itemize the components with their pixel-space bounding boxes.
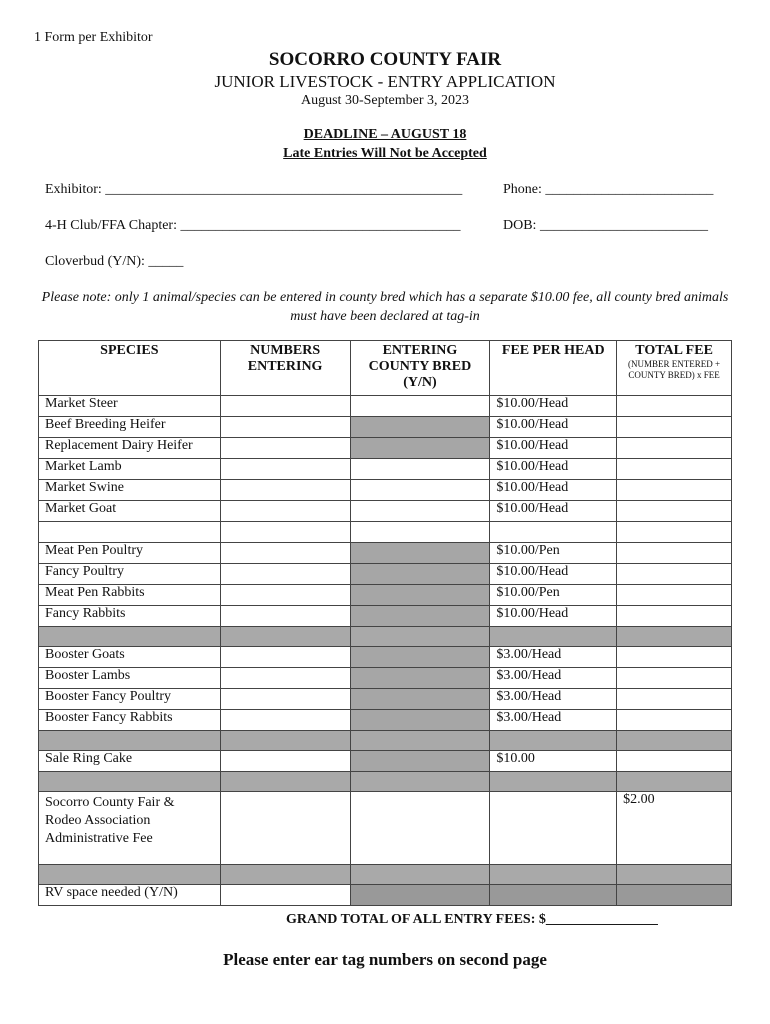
county-bred-shaded: [350, 647, 490, 668]
county-bred-note: Please note: only 1 animal/species can be entered in county bred which has a separate $10.00 fee, all county bred animals must have been declared at tag-in: [41, 290, 729, 324]
club-label: 4-H Club/FFA Chapter:: [45, 218, 177, 233]
numbers-input[interactable]: [220, 459, 350, 480]
total-input[interactable]: [617, 668, 732, 689]
species-cell: Market Swine: [39, 480, 221, 501]
fee-cell: $10.00/Head: [490, 459, 617, 480]
fee-per-head-header: FEE PER HEAD: [490, 341, 617, 396]
fair-dates: August 30-September 3, 2023: [301, 93, 469, 108]
page-subtitle: JUNIOR LIVESTOCK - ENTRY APPLICATION: [214, 72, 556, 91]
fee-cell: [490, 792, 617, 865]
table-row: [39, 417, 732, 438]
numbers-input[interactable]: [220, 647, 350, 668]
species-cell: Fancy Poultry: [39, 564, 221, 585]
numbers-input[interactable]: [220, 438, 350, 459]
fee-cell: $3.00/Head: [490, 647, 617, 668]
fee-cell: $10.00/Pen: [490, 543, 617, 564]
numbers-input[interactable]: [220, 606, 350, 627]
county-bred-shaded: [350, 710, 490, 731]
total-fee-formula: (NUMBER ENTERED + COUNTY BRED) x FEE: [628, 359, 721, 380]
numbers-input[interactable]: [220, 543, 350, 564]
county-bred-shaded: [350, 543, 490, 564]
species-cell: Market Steer: [39, 396, 221, 417]
table-row: [39, 647, 732, 668]
fee-cell: $3.00/Head: [490, 668, 617, 689]
county-bred-shaded: [350, 606, 490, 627]
total-input[interactable]: [617, 647, 732, 668]
blank-row: [39, 522, 732, 543]
separator-row: [39, 627, 732, 647]
separator-row: [39, 772, 732, 792]
deadline: DEADLINE – AUGUST 18: [303, 127, 467, 142]
fee-cell: $10.00/Head: [490, 396, 617, 417]
fee-cell: $10.00/Head: [490, 606, 617, 627]
late-notice: Late Entries Will Not be Accepted: [283, 146, 487, 161]
total-cell: $2.00: [617, 792, 732, 865]
species-cell: RV space needed (Y/N): [39, 885, 221, 906]
numbers-input[interactable]: [220, 396, 350, 417]
total-fee-header: [617, 341, 732, 396]
numbers-input[interactable]: [220, 501, 350, 522]
species-cell: Booster Goats: [39, 647, 221, 668]
total-input[interactable]: [617, 585, 732, 606]
fee-cell: $10.00/Head: [490, 501, 617, 522]
rv-input[interactable]: [220, 885, 350, 906]
total-input[interactable]: [617, 751, 732, 772]
total-input[interactable]: [617, 396, 732, 417]
county-bred-cell: [350, 792, 490, 865]
table-row: [39, 564, 732, 585]
total-input[interactable]: [617, 459, 732, 480]
cloverbud-field[interactable]: Cloverbud (Y/N): _____: [45, 254, 184, 269]
total-input[interactable]: [617, 689, 732, 710]
numbers-input[interactable]: [220, 480, 350, 501]
species-cell: Replacement Dairy Heifer: [39, 438, 221, 459]
total-input[interactable]: [617, 606, 732, 627]
table-header-row: [39, 341, 732, 396]
ear-tag-instruction: Please enter ear tag numbers on second page: [223, 950, 547, 969]
county-bred-shaded: [350, 438, 490, 459]
species-cell: Socorro County Fair & Rodeo Association Administrative Fee: [39, 792, 221, 865]
separator-row: [39, 865, 732, 885]
species-cell: Meat Pen Rabbits: [39, 585, 221, 606]
county-bred-input[interactable]: [350, 480, 490, 501]
fee-cell: $3.00/Head: [490, 689, 617, 710]
numbers-input[interactable]: [220, 668, 350, 689]
table-row: [39, 668, 732, 689]
species-cell: Booster Fancy Rabbits: [39, 710, 221, 731]
fee-cell: $3.00/Head: [490, 710, 617, 731]
total-input[interactable]: [617, 417, 732, 438]
total-input[interactable]: [617, 564, 732, 585]
total-fee-title: TOTAL FEE: [635, 343, 713, 358]
county-bred-header: ENTERING COUNTY BRED (Y/N): [350, 341, 490, 396]
table-row: [39, 751, 732, 772]
fee-cell: $10.00: [490, 751, 617, 772]
table-row: [39, 792, 732, 865]
species-cell: Beef Breeding Heifer: [39, 417, 221, 438]
species-cell: Meat Pen Poultry: [39, 543, 221, 564]
county-bred-shaded: [350, 751, 490, 772]
table-row: [39, 459, 732, 480]
species-cell: Market Goat: [39, 501, 221, 522]
county-bred-shaded: [350, 668, 490, 689]
table-row: [39, 606, 732, 627]
fee-cell: $10.00/Head: [490, 480, 617, 501]
fee-cell: $10.00/Pen: [490, 585, 617, 606]
fee-shaded: [490, 885, 617, 906]
phone-line[interactable]: ________________________: [545, 182, 714, 197]
fee-cell: $10.00/Head: [490, 438, 617, 459]
table-row: [39, 710, 732, 731]
page-title: SOCORRO COUNTY FAIR: [268, 49, 502, 70]
table-row: [39, 480, 732, 501]
table-row: [39, 543, 732, 564]
county-bred-shaded: [350, 885, 490, 906]
total-input[interactable]: [617, 438, 732, 459]
fee-cell: $10.00/Head: [490, 417, 617, 438]
county-bred-shaded: [350, 564, 490, 585]
separator-row: [39, 731, 732, 751]
numbers-input[interactable]: [220, 564, 350, 585]
table-row: [39, 689, 732, 710]
numbers-input[interactable]: [220, 689, 350, 710]
dob-label: DOB:: [503, 218, 537, 233]
table-row: [39, 585, 732, 606]
species-cell: Market Lamb: [39, 459, 221, 480]
club-line[interactable]: ________________________________________: [180, 218, 461, 233]
table-row: [39, 885, 732, 906]
county-bred-shaded: [350, 417, 490, 438]
species-cell: Fancy Rabbits: [39, 606, 221, 627]
county-bred-input[interactable]: [350, 501, 490, 522]
phone-field[interactable]: [503, 182, 713, 198]
dob-line[interactable]: ________________________: [539, 218, 708, 233]
grand-total[interactable]: GRAND TOTAL OF ALL ENTRY FEES: $________________: [286, 912, 658, 927]
table-row: [39, 438, 732, 459]
total-input[interactable]: [617, 480, 732, 501]
table-row: [39, 396, 732, 417]
county-bred-input[interactable]: [350, 396, 490, 417]
numbers-input[interactable]: [220, 417, 350, 438]
total-shaded: [617, 885, 732, 906]
total-input[interactable]: [617, 501, 732, 522]
numbers-input[interactable]: [220, 792, 350, 865]
exhibitor-line[interactable]: ___________________________________________________: [105, 182, 463, 197]
county-bred-shaded: [350, 585, 490, 606]
top-note: 1 Form per Exhibitor: [34, 30, 153, 45]
dob-field[interactable]: [503, 218, 708, 234]
total-input[interactable]: [617, 543, 732, 564]
species-cell: Booster Fancy Poultry: [39, 689, 221, 710]
species-cell: Sale Ring Cake: [39, 751, 221, 772]
county-bred-input[interactable]: [350, 459, 490, 480]
numbers-input[interactable]: [220, 710, 350, 731]
numbers-input[interactable]: [220, 751, 350, 772]
county-bred-shaded: [350, 689, 490, 710]
fee-cell: $10.00/Head: [490, 564, 617, 585]
entry-table: [38, 340, 732, 906]
numbers-input[interactable]: [220, 585, 350, 606]
numbers-header: NUMBERS ENTERING: [220, 341, 350, 396]
exhibitor-label: Exhibitor:: [45, 182, 102, 197]
total-input[interactable]: [617, 710, 732, 731]
exhibitor-field[interactable]: [45, 182, 462, 198]
species-cell: Booster Lambs: [39, 668, 221, 689]
club-field[interactable]: [45, 218, 460, 234]
species-header: SPECIES: [39, 341, 221, 396]
table-row: [39, 501, 732, 522]
phone-label: Phone:: [503, 182, 542, 197]
